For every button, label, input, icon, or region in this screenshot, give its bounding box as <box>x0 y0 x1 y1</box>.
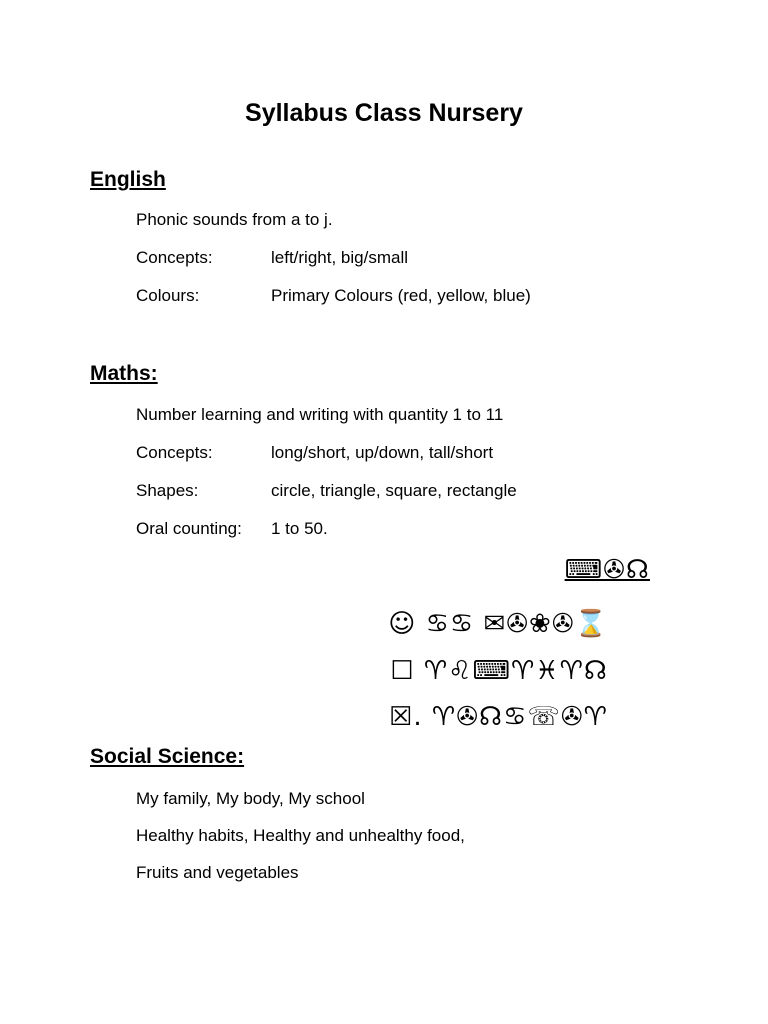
maths-line-text: Number learning and writing with quantity 1 to 11 <box>136 405 504 424</box>
english-line-text: Phonic sounds from a to j. <box>136 210 333 229</box>
maths-line-oral-counting <box>136 517 328 541</box>
social-line-fruits <box>136 861 299 885</box>
english-term: Concepts: <box>136 248 213 267</box>
social-line-text: Healthy habits, Healthy and unhealthy food, <box>136 826 465 845</box>
english-line-colours <box>136 284 531 308</box>
social-line-text: My family, My body, My school <box>136 789 365 808</box>
maths-line-text: circle, triangle, square, rectangle <box>271 481 517 500</box>
maths-line-text: 1 to 50. <box>271 519 328 538</box>
social-line-text: Fruits and vegetables <box>136 863 299 882</box>
maths-line-concepts <box>136 441 493 465</box>
symbol-text-line-2: ☺ ♋♋ ✉✇❀✇⌛ <box>388 609 608 639</box>
page-title: Syllabus Class Nursery <box>245 99 523 127</box>
maths-line-shapes <box>136 479 517 503</box>
symbol-text-line-3: ☐ ♈♌⌨♈♓♈☊ <box>390 656 608 686</box>
symbol-text-line-4: ☒. ♈✇☊♋☏✇♈ <box>389 702 608 732</box>
section-heading-english: English <box>90 168 166 191</box>
maths-line-number-learning <box>136 403 503 427</box>
english-line-phonics <box>136 208 333 232</box>
english-line-text: left/right, big/small <box>271 248 408 267</box>
social-line-family <box>136 787 365 811</box>
english-term: Colours: <box>136 286 200 305</box>
english-line-concepts <box>136 246 408 270</box>
maths-line-text: long/short, up/down, tall/short <box>271 443 494 462</box>
maths-term: Concepts: <box>136 443 213 462</box>
social-line-habits <box>136 824 465 848</box>
maths-term: Oral counting: <box>136 519 242 538</box>
section-heading-maths: Maths: <box>90 362 158 385</box>
section-heading-social-science: Social Science: <box>90 745 245 768</box>
symbol-text-line-1: ⌨✇☊ <box>564 555 650 585</box>
maths-term: Shapes: <box>136 481 199 500</box>
english-line-text: Primary Colours (red, yellow, blue) <box>271 286 531 305</box>
